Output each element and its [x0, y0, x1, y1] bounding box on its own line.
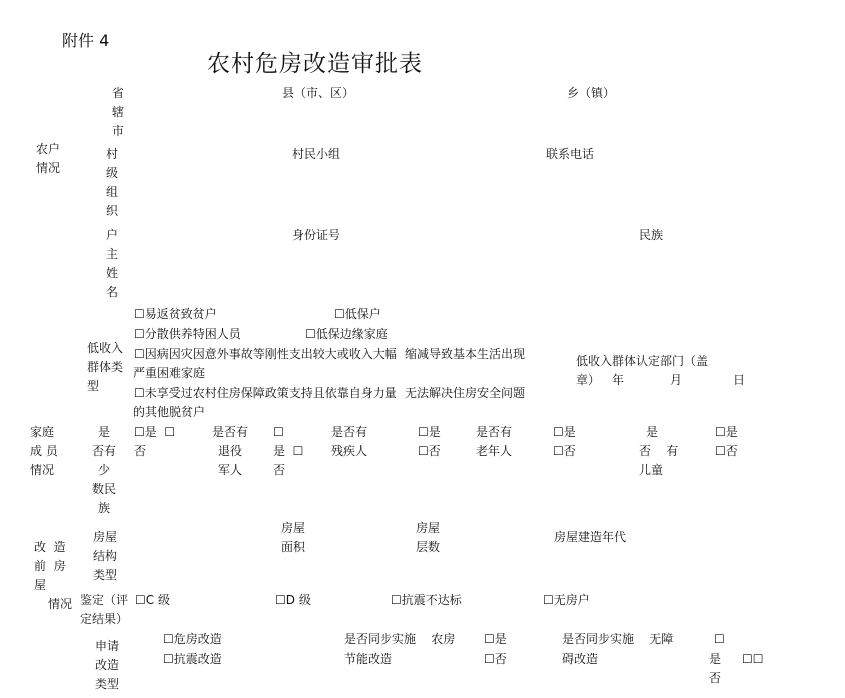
disabled-no[interactable]: ☐否	[418, 444, 441, 458]
build-year-label: 房屋建造年代	[554, 530, 627, 544]
seal-label: 章）	[576, 373, 601, 387]
energy-saving-label-end: 节能改造	[344, 652, 393, 666]
year-label: 年	[612, 373, 625, 387]
veteran-label: 是否有 退役 军人	[211, 425, 248, 477]
month-label: 月	[670, 373, 683, 387]
children-label: 是 否 有 儿童	[639, 425, 679, 477]
option-illness-end: 严重困难家庭	[133, 366, 206, 380]
grade-c-option[interactable]: ☐C 级	[135, 593, 170, 607]
option-illness[interactable]: ☐因病因灾因意外事故等刚性支出较大或收入大幅	[134, 347, 397, 361]
rating-label: 鉴定（评 定结果）	[80, 593, 129, 626]
section-house-before-end: 情况	[48, 597, 73, 611]
option-illness-cont: 缩减导致基本生活出现	[405, 347, 526, 361]
section-farmer-info: 农户 情况	[35, 142, 60, 175]
county-label: 县（市、区）	[282, 86, 355, 100]
ethnicity-label: 民族	[639, 228, 664, 242]
elderly-label: 是否有 老年人	[476, 425, 513, 458]
option-dibao-edge[interactable]: ☐低保边缘家庭	[305, 327, 388, 341]
house-area-label: 房屋 面积	[281, 521, 306, 554]
township-label: 乡（镇）	[567, 86, 616, 100]
barrier-free-yes: 是	[709, 652, 722, 666]
low-income-type-label: 低收入 群体类 型	[87, 341, 124, 393]
option-dibao[interactable]: ☐低保户	[334, 307, 381, 321]
minority-yes[interactable]: ☐是 ☐	[134, 425, 176, 439]
option-other-cont: 无法解决住房安全问题	[405, 386, 526, 400]
no-house-option[interactable]: ☐无房户	[543, 593, 590, 607]
phone-label: 联系电话	[546, 147, 595, 161]
option-other-end: 的其他脱贫户	[133, 405, 206, 419]
minority-no: 否	[134, 444, 147, 458]
attachment-label: 附件 4	[62, 31, 110, 50]
day-label: 日	[733, 373, 746, 387]
children-yes[interactable]: ☐是	[715, 425, 738, 439]
householder-label: 户主姓名	[105, 228, 118, 299]
elderly-yes[interactable]: ☐是	[553, 425, 576, 439]
id-number-label: 身份证号	[292, 228, 341, 242]
energy-saving-yes[interactable]: ☐是	[484, 632, 507, 646]
danger-renovation-option[interactable]: ☐危房改造	[163, 632, 222, 646]
veteran-yes[interactable]: 是 ☐	[273, 444, 304, 458]
section-family: 家庭 成 员 情况	[30, 425, 58, 477]
veteran-checkbox[interactable]: ☐	[273, 425, 284, 439]
house-floors-label: 房屋 层数	[416, 521, 441, 554]
option-poverty[interactable]: ☐易返贫致贫户	[134, 307, 217, 321]
children-no[interactable]: ☐否	[715, 444, 738, 458]
seismic-renovation-option[interactable]: ☐抗震改造	[163, 652, 222, 666]
structure-type-label: 房屋 结构 类型	[93, 530, 118, 582]
seismic-fail-option[interactable]: ☐抗震不达标	[391, 593, 462, 607]
barrier-free-label-end: 碍改造	[562, 652, 599, 666]
village-group-label: 村民小组	[292, 147, 341, 161]
energy-saving-label: 是否同步实施 农房	[344, 632, 456, 646]
barrier-free-extra-checkboxes[interactable]: ☐☐	[742, 652, 764, 666]
certifying-dept-label: 低收入群体认定部门（盖	[576, 354, 709, 368]
veteran-no: 否	[273, 463, 286, 477]
village-org-label: 村级组织	[105, 147, 118, 218]
form-title: 农村危房改造审批表	[207, 51, 423, 77]
grade-d-option[interactable]: ☐D 级	[275, 593, 311, 607]
barrier-free-no: 否	[709, 671, 722, 685]
apply-type-label: 申请 改造 类型	[95, 639, 120, 691]
barrier-free-checkbox[interactable]: ☐	[714, 632, 725, 646]
province-city-label: 省辖市	[111, 86, 124, 138]
option-other[interactable]: ☐未享受过农村住房保障政策支持且依靠自身力量	[134, 386, 397, 400]
section-house-before: 改 造 前 房 屋	[34, 540, 66, 592]
elderly-no[interactable]: ☐否	[553, 444, 576, 458]
disabled-yes[interactable]: ☐是	[418, 425, 441, 439]
minority-label: 是 否有 少 数民 族	[91, 425, 116, 515]
energy-saving-no[interactable]: ☐否	[484, 652, 507, 666]
disabled-label: 是否有 残疾人	[331, 425, 368, 458]
barrier-free-label: 是否同步实施 无障	[562, 632, 674, 646]
option-tekun[interactable]: ☐分散供养特困人员	[134, 327, 241, 341]
